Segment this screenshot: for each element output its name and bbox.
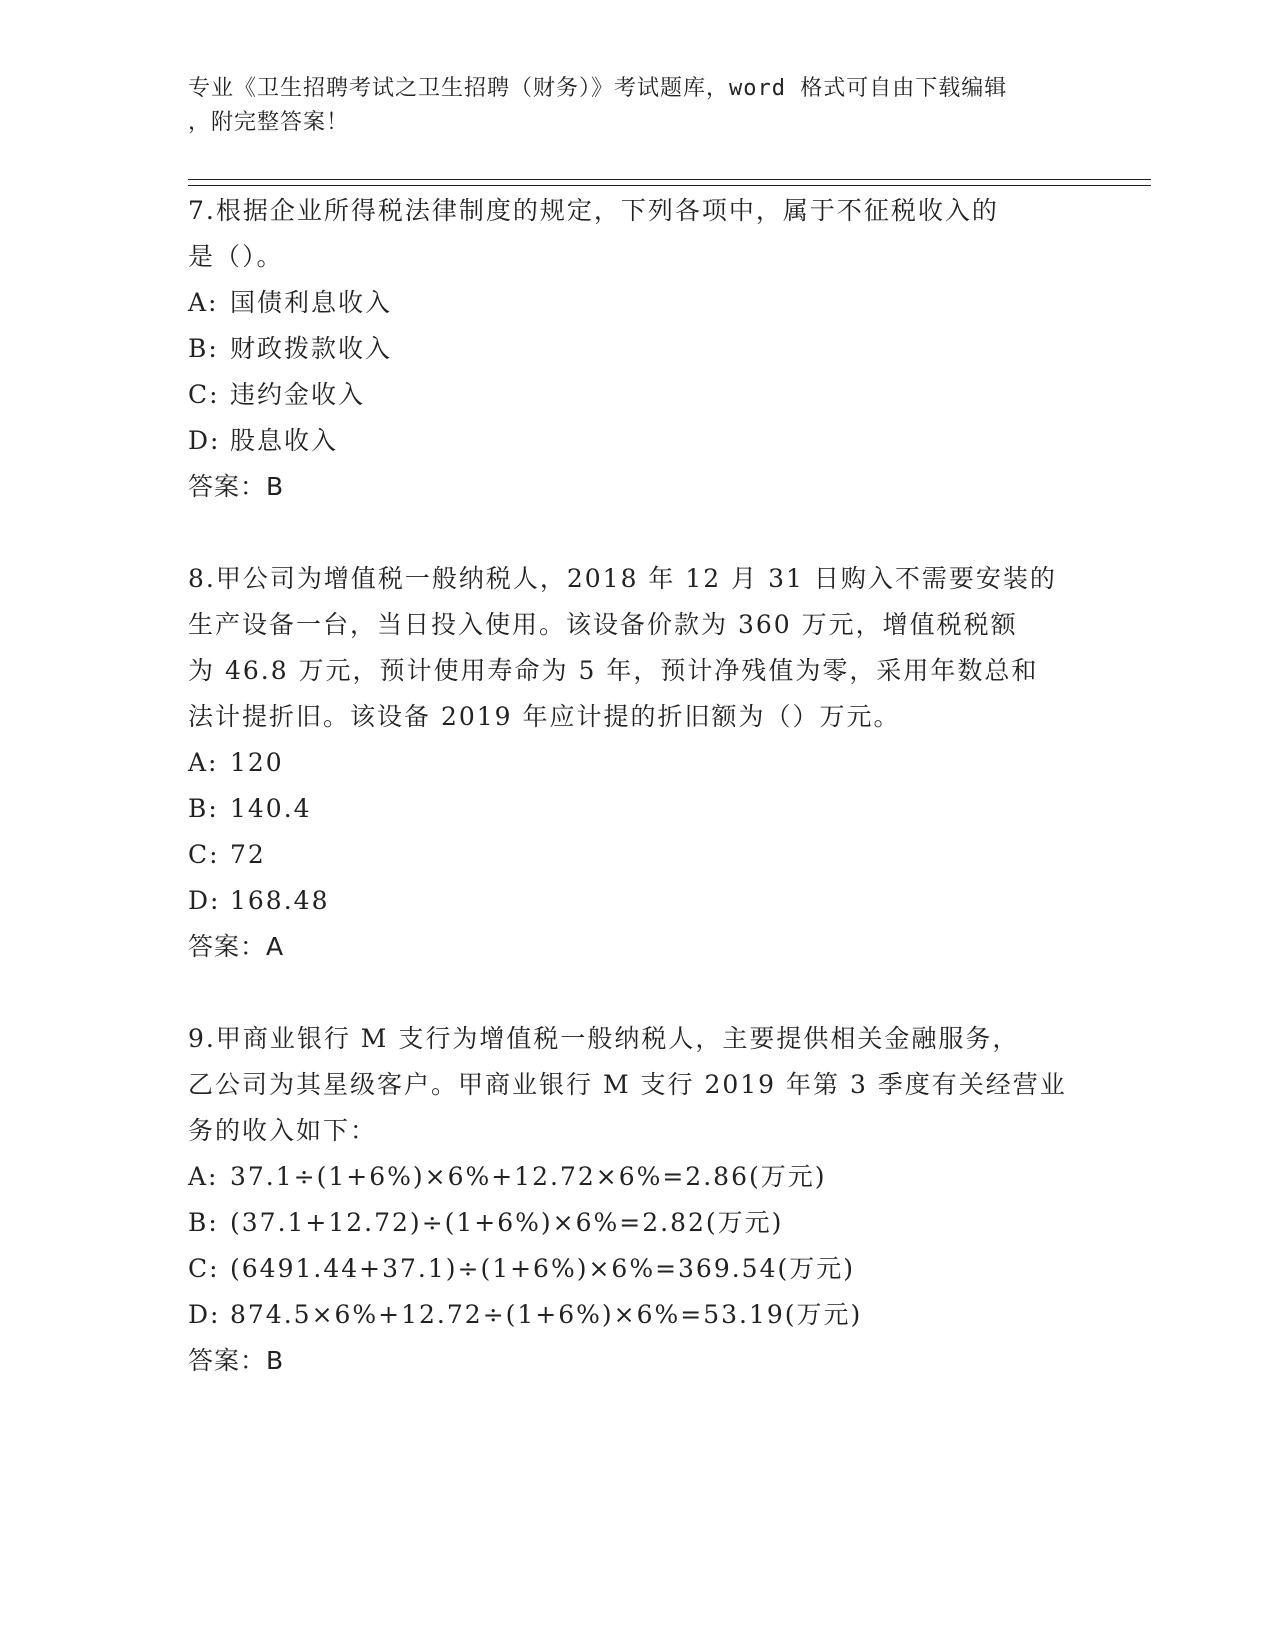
option-text: 股息收入 <box>230 426 339 455</box>
question-spacer <box>188 510 1088 556</box>
question-9 <box>188 1016 1088 1384</box>
stem-line: 务的收入如下： <box>188 1116 378 1145</box>
option-b <box>188 326 1088 372</box>
stem-line: 法计提折旧。该设备 2019 年应计提的折旧额为（）万元。 <box>188 702 901 731</box>
option-key: A: <box>188 288 219 317</box>
option-text: 168.48 <box>230 886 330 915</box>
stem-line: 是（）。 <box>188 242 284 271</box>
option-c <box>188 1246 1088 1292</box>
document-header <box>188 72 1088 140</box>
option-key: C: <box>188 1254 220 1283</box>
question-7 <box>188 188 1088 510</box>
option-d <box>188 1292 1088 1338</box>
question-stem <box>188 1016 1088 1154</box>
question-stem <box>188 188 1088 280</box>
option-d <box>188 418 1088 464</box>
option-text: 违约金收入 <box>230 380 366 409</box>
option-text: 国债利息收入 <box>230 288 393 317</box>
option-text: 财政拨款收入 <box>230 334 393 363</box>
option-key: C: <box>188 840 220 869</box>
option-key: A: <box>188 1162 219 1191</box>
option-key: D: <box>188 426 221 455</box>
option-d <box>188 878 1088 924</box>
option-a <box>188 1154 1088 1200</box>
option-key: B: <box>188 1208 219 1237</box>
option-b <box>188 786 1088 832</box>
stem-line: 9.甲商业银行 M 支行为增值税一般纳税人，主要提供相关金融服务， <box>188 1024 1020 1053</box>
header-line: ，附完整答案！ <box>188 110 350 135</box>
option-text: 37.1÷(1+6%)×6%+12.72×6%=2.86(万元) <box>230 1162 827 1191</box>
answer-line: 答案：B <box>188 1346 285 1375</box>
question-8 <box>188 556 1088 970</box>
option-text: 120 <box>230 748 284 777</box>
option-text: 874.5×6%+12.72÷(1+6%)×6%=53.19(万元) <box>230 1300 863 1329</box>
option-key: B: <box>188 334 219 363</box>
option-text: (6491.44+37.1)÷(1+6%)×6%=369.54(万元) <box>230 1254 856 1283</box>
question-list <box>188 188 1088 1384</box>
option-text: 72 <box>230 840 266 869</box>
option-key: D: <box>188 886 221 915</box>
option-c <box>188 372 1088 418</box>
header-divider <box>188 179 1151 180</box>
header-line: 专业《卫生招聘考试之卫生招聘（财务）》考试题库，word 格式可自由下载编辑 <box>188 76 1008 101</box>
stem-line: 7.根据企业所得税法律制度的规定，下列各项中，属于不征税收入的 <box>188 196 999 225</box>
option-a <box>188 280 1088 326</box>
stem-line: 8.甲公司为增值税一般纳税人，2018 年 12 月 31 日购入不需要安装的 <box>188 564 1057 593</box>
answer-line: 答案：B <box>188 472 285 501</box>
question-spacer <box>188 970 1088 1016</box>
option-text: 140.4 <box>230 794 312 823</box>
stem-line: 乙公司为其星级客户。甲商业银行 M 支行 2019 年第 3 季度有关经营业 <box>188 1070 1067 1099</box>
option-b <box>188 1200 1088 1246</box>
option-key: A: <box>188 748 219 777</box>
option-key: C: <box>188 380 220 409</box>
question-stem <box>188 556 1088 740</box>
stem-line: 为 46.8 万元，预计使用寿命为 5 年，预计净残值为零，采用年数总和 <box>188 656 1039 685</box>
option-c <box>188 832 1088 878</box>
header-divider <box>188 185 1151 186</box>
option-text: (37.1+12.72)÷(1+6%)×6%=2.82(万元) <box>230 1208 784 1237</box>
stem-line: 生产设备一台，当日投入使用。该设备价款为 360 万元，增值税税额 <box>188 610 1018 639</box>
answer-line: 答案：A <box>188 932 285 961</box>
option-a <box>188 740 1088 786</box>
option-key: D: <box>188 1300 221 1329</box>
option-key: B: <box>188 794 219 823</box>
